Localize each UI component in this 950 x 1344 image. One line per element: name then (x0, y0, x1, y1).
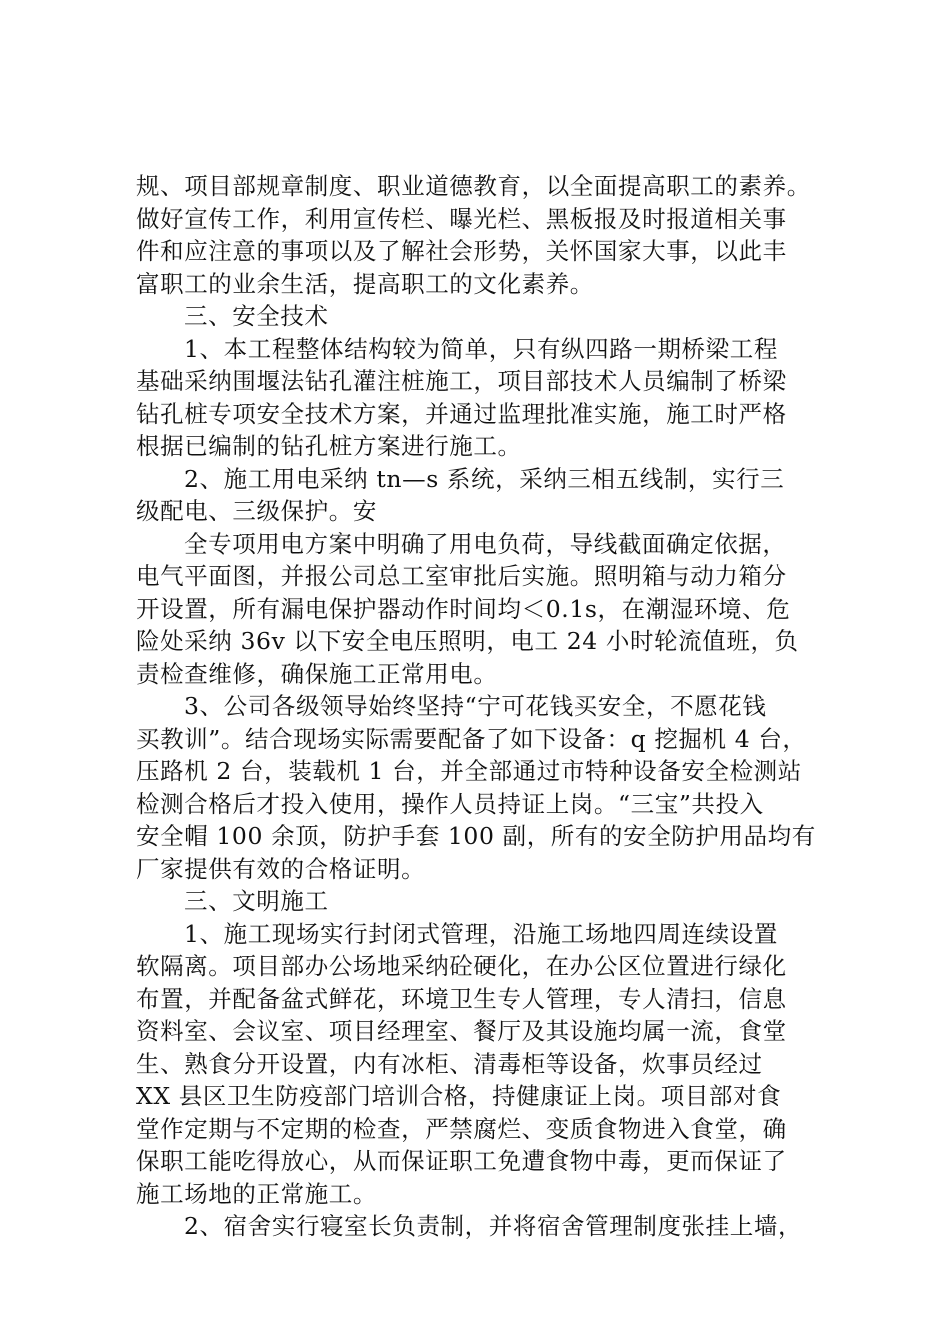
text-line: 资料室、会议室、项目经理室、餐厅及其设施均属一流，食堂 (136, 1017, 787, 1045)
text-line: 电气平面图，并报公司总工室审批后实施。照明箱与动力箱分 (136, 562, 787, 590)
text-line: 软隔离。项目部办公场地采纳砼硬化，在办公区位置进行绿化 (136, 952, 787, 980)
text-line: 施工场地的正常施工。 (136, 1179, 377, 1208)
text-line: 钻孔桩专项安全技术方案，并通过监理批准实施，施工时严格 (136, 399, 787, 428)
text-line: 生、熟食分开设置，内有冰柜、清毒柜等设备，炊事员经过 (136, 1049, 763, 1078)
text-line: 厂家提供有效的合格证明。 (136, 854, 426, 883)
text-line: 根据已编制的钻孔桩方案进行施工。 (136, 432, 522, 460)
text-line: 基础采纳围堰法钻孔灌注桩施工，项目部技术人员编制了桥梁 (136, 367, 787, 395)
text-line: 开设置，所有漏电保护器动作时间均＜0.1s，在潮湿环境、危 (136, 594, 791, 623)
text-line: 2、施工用电采纳 tn—s 系统，采纳三相五线制，实行三 (184, 464, 785, 493)
text-line: 堂作定期与不定期的检查，严禁腐烂、变质食物进入食堂，确 (136, 1114, 787, 1143)
text-line: 三、安全技术 (184, 302, 329, 330)
text-line: 做好宣传工作，利用宣传栏、曝光栏、黑板报及时报道相关事 (136, 204, 787, 233)
text-line: XX 县区卫生防疫部门培训合格，持健康证上岗。项目部对食 (136, 1082, 782, 1110)
text-line: 压路机 2 台，装载机 1 台，并全部通过市特种设备安全检测站 (136, 757, 802, 785)
text-line: 级配电、三级保护。安 (136, 497, 377, 525)
text-line: 全专项用电方案中明确了用电负荷，导线截面确定依据， (184, 529, 787, 558)
text-line: 安全帽 100 余顶，防护手套 100 副，所有的安全防护用品均有 (136, 822, 816, 850)
text-line: 布置，并配备盆式鲜花，环境卫生专人管理，专人清扫，信息 (136, 984, 787, 1013)
text-line: 2、宿舍实行寝室长负责制，并将宿舍管理制度张挂上墙， (184, 1212, 803, 1240)
text-line: 险处采纳 36v 以下安全电压照明，电工 24 小时轮流值班，负 (136, 627, 799, 655)
text-line: 富职工的业余生活，提高职工的文化素养。 (136, 269, 594, 298)
text-line: 买教训”。结合现场实际需要配备了如下设备：q 挖掘机 4 台， (136, 724, 807, 753)
text-line: 检测合格后才投入使用，操作人员持证上岗。“三宝”共投入 (136, 789, 764, 818)
text-line: 1、本工程整体结构较为简单，只有纵四路一期桥梁工程 (184, 334, 778, 363)
text-line: 保职工能吃得放心，从而保证职工免遭食物中毒，更而保证了 (136, 1147, 787, 1175)
text-line: 三、文明施工 (184, 887, 329, 915)
text-line: 责检查维修，确保施工正常用电。 (136, 659, 498, 688)
text-line: 规、项目部规章制度、职业道德教育，以全面提高职工的素养。 (136, 172, 811, 200)
text-line: 1、施工现场实行封闭式管理，沿施工场地四周连续设置 (184, 919, 778, 948)
text-line: 件和应注意的事项以及了解社会形势，关怀国家大事，以此丰 (136, 237, 787, 265)
text-line: 3、公司各级领导始终坚持“宁可花钱买安全，不愿花钱 (184, 692, 767, 720)
document-body (136, 170, 836, 1243)
